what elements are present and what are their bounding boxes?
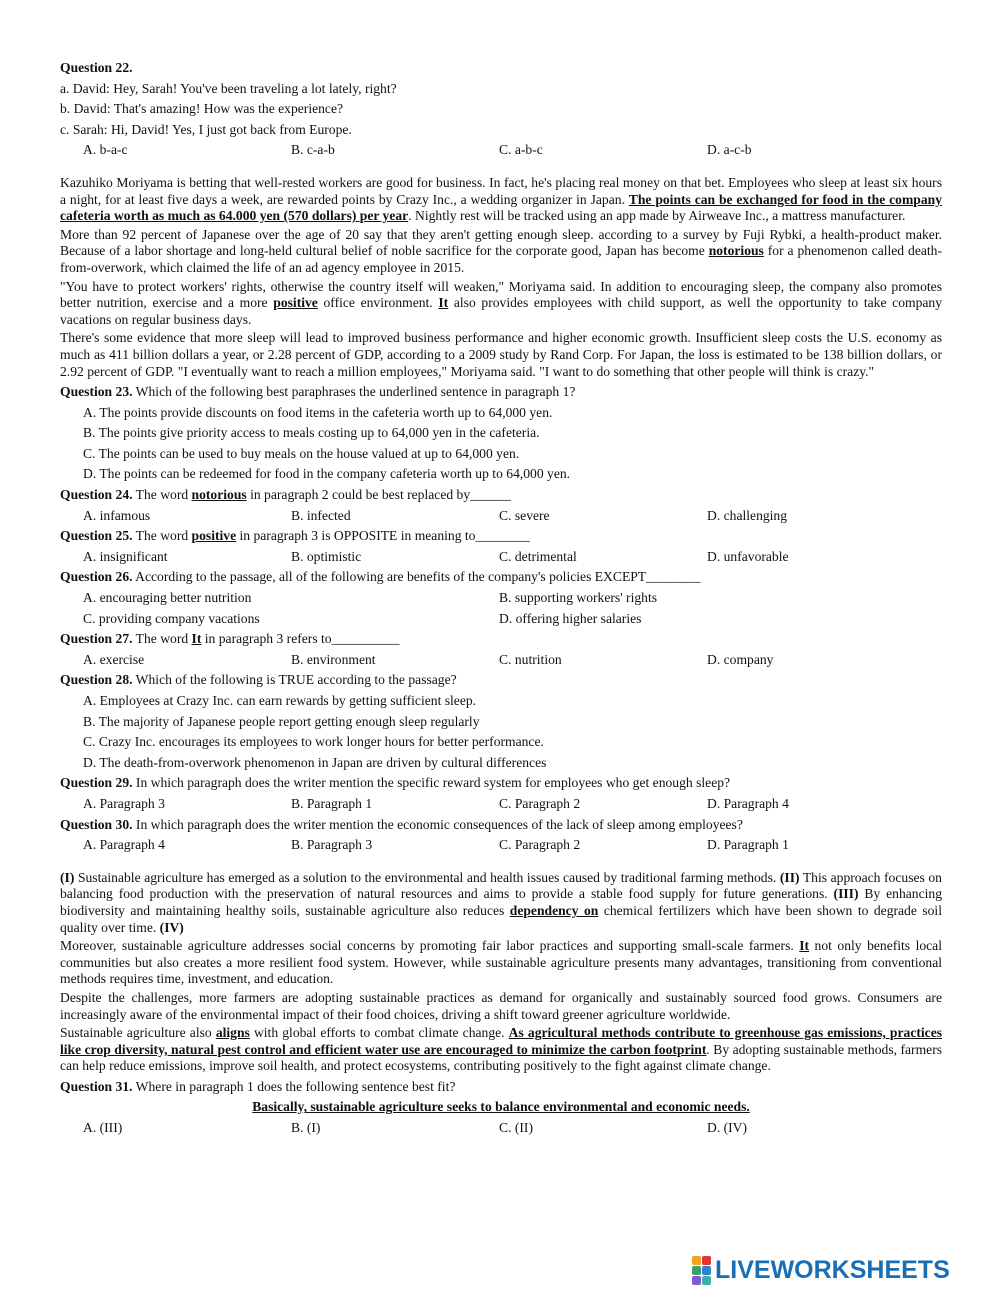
underlined-word-notorious: notorious — [708, 243, 764, 259]
q29-options — [60, 794, 942, 815]
text: also provides employees with child support, as well the opportunity to take company vacations on regular business days. — [60, 295, 943, 327]
passage2-paragraph-1 — [60, 870, 942, 936]
q26-options-row1 — [60, 588, 942, 609]
q31-option-b[interactable]: B. (I) — [291, 1120, 321, 1136]
text: The word — [132, 631, 192, 647]
q28-option-d[interactable]: D. The death-from-overwork phenomenon in Japan are driven by cultural differences — [83, 754, 547, 770]
q22-line-c: c. Sarah: Hi, David! Yes, I just got back from Europe. — [60, 121, 352, 137]
q30-text: In which paragraph does the writer mention the economic consequences of the lack of sleep among employees? — [132, 816, 743, 832]
text: not only benefits local communities but also creates a more resilient food system. However, while sustainable agriculture presents many advantages, transitioning from conventional methods requires time, investment, and education. — [60, 938, 942, 987]
passage1-paragraph-1 — [60, 175, 942, 225]
text: Moreover, sustainable agriculture addresses social concerns by promoting fair labor practices and supporting small-scale farmers. — [60, 938, 800, 954]
logo-tile — [692, 1266, 701, 1275]
text: . By adopting sustainable methods, farmers can help reduce emissions, improve soil health, and protect ecosystems, contributing positively to the fight against climate change. — [60, 1041, 943, 1074]
q26-stem — [60, 567, 942, 588]
q30-number: Question 30. — [60, 816, 133, 832]
underlined-word-it: It — [438, 295, 449, 311]
q23-option-a[interactable]: A. The points provide discounts on food items in the cafeteria worth up to 64,000 yen. — [83, 404, 553, 420]
text: chemical fertilizers which have been shown to degrade soil quality over time. — [60, 902, 942, 935]
logo-tile — [692, 1276, 701, 1285]
marker-i: (I) — [60, 869, 75, 885]
q25-number: Question 25. — [60, 528, 133, 544]
q24-word: notorious — [191, 487, 247, 503]
q27-option-d[interactable]: D. company — [707, 651, 774, 667]
q23-option-d[interactable]: D. The points can be redeemed for food in the company cafeteria worth up to 64,000 yen. — [83, 466, 571, 482]
passage1-paragraph-4: There's some evidence that more sleep will lead to improved business performance and higher economic growth. Insufficient sleep costs the U.S. economy as much as 411 billion dollars a year, or 2.28 percent of GDP, according to a 2009 study by Rand Corp. For Japan, the loss is estimated to be 138 billion dollars, or 2.92 percent of GDP. "I eventually want to reach a million employees," Moriyama said. "I want to do something that other people will think is crazy." — [60, 330, 942, 379]
text: By enhancing biodiversity and maintaining healthy soils, sustainable agriculture also reduces — [60, 886, 942, 918]
q30-option-a[interactable]: A. Paragraph 4 — [83, 837, 165, 853]
passage2-paragraph-2 — [60, 938, 942, 988]
logo-text: LIVEWORKSHEETS — [715, 1256, 950, 1284]
q26-option-b[interactable]: B. supporting workers' rights — [499, 590, 658, 606]
q24-stem — [60, 485, 942, 506]
q22-option-c[interactable]: C. a-b-c — [499, 142, 543, 158]
q28-number: Question 28. — [60, 672, 133, 688]
q25-option-a[interactable]: A. insignificant — [83, 548, 168, 564]
q25-option-d[interactable]: D. unfavorable — [707, 548, 789, 564]
q26-number: Question 26. — [60, 569, 133, 585]
q31-option-c[interactable]: C. (II) — [499, 1120, 533, 1136]
q23-stem — [60, 382, 942, 403]
q27-option-c[interactable]: C. nutrition — [499, 651, 562, 667]
q29-option-c[interactable]: C. Paragraph 2 — [499, 795, 581, 811]
underlined-word-it: It — [799, 938, 810, 954]
text: Sustainable agriculture also — [60, 1025, 216, 1041]
underlined-word-positive: positive — [273, 295, 318, 311]
q30-option-d[interactable]: D. Paragraph 1 — [707, 837, 789, 853]
text: Kazuhiko Moriyama is betting that well-rested workers are good for business. In fact, he's placing real money on that bet. Employees who sleep at least six hours a night, for at least five days a week, are rewarded points by Crazy Inc., a wedding organizer in Japan. — [60, 174, 942, 207]
q24-options — [60, 506, 942, 527]
q27-option-a[interactable]: A. exercise — [83, 651, 145, 667]
q29-number: Question 29. — [60, 775, 133, 791]
worksheet-page — [60, 58, 942, 1139]
q23-text: Which of the following best paraphrases the underlined sentence in paragraph 1? — [132, 384, 576, 400]
q29-option-a[interactable]: A. Paragraph 3 — [83, 795, 165, 811]
q24-option-a[interactable]: A. infamous — [83, 507, 151, 523]
marker-ii: (II) — [779, 869, 800, 885]
q31-option-d[interactable]: D. (IV) — [707, 1120, 748, 1136]
text: . Nightly rest will be tracked using an app made by Airweave Inc., a mattress manufacturer. — [408, 208, 906, 224]
q22-option-a[interactable]: A. b-a-c — [83, 142, 128, 158]
q28-option-a[interactable]: A. Employees at Crazy Inc. can earn rewards by getting sufficient sleep. — [83, 693, 477, 708]
q31-option-a[interactable]: A. (III) — [83, 1120, 123, 1136]
q24-option-c[interactable]: C. severe — [499, 507, 550, 523]
passage1-paragraph-2 — [60, 227, 942, 277]
text: This approach focuses on balancing food production with the preservation of natural resources and aims to provide a stable food supply for future generations. — [60, 869, 942, 902]
q26-option-c[interactable]: C. providing company vacations — [83, 610, 260, 626]
q24-number: Question 24. — [60, 487, 133, 503]
text: The word — [132, 487, 192, 503]
underlined-sentence: The points can be exchanged for food in the company cafeteria worth as much as 64.000 yen (570 dollars) per year — [60, 191, 942, 224]
text: for a phenomenon called death-from-overwork, which claimed the life of an ad agency employee in 2015. — [60, 243, 942, 275]
q29-text: In which paragraph does the writer mention the specific reward system for employees who get enough sleep? — [132, 775, 731, 791]
underlined-word-aligns: aligns — [215, 1025, 250, 1041]
q27-number: Question 27. — [60, 631, 133, 647]
liveworksheets-logo[interactable] — [692, 1256, 950, 1285]
q28-option-b[interactable]: B. The majority of Japanese people report getting enough sleep regularly — [83, 713, 480, 729]
underlined-phrase-dependency-on: dependency on — [509, 902, 599, 918]
q30-option-c[interactable]: C. Paragraph 2 — [499, 837, 581, 853]
passage2-paragraph-4 — [60, 1025, 942, 1075]
q26-option-d[interactable]: D. offering higher salaries — [499, 610, 642, 626]
q30-stem — [60, 815, 942, 836]
q26-option-a[interactable]: A. encouraging better nutrition — [83, 590, 252, 606]
spacer — [60, 161, 942, 175]
q22-option-d[interactable]: D. a-c-b — [707, 142, 752, 158]
liveworksheets-logo-icon — [692, 1256, 711, 1285]
text: in paragraph 3 refers to__________ — [201, 631, 400, 647]
underlined-sentence: As agricultural methods contribute to greenhouse gas emissions, practices like crop diversity, natural pest control and efficient water use are encouraged to minimize the carbon footprint — [60, 1025, 943, 1057]
q30-options — [60, 835, 942, 856]
text: Sustainable agriculture has emerged as a solution to the environmental and health issues caused by traditional farming methods. — [74, 869, 780, 885]
q25-options — [60, 547, 942, 568]
text: More than 92 percent of Japanese over the age of 20 say that they aren't getting enough sleep. according to a survey by Fuji Rybki, a health-product maker. Because of a labor shortage and long-held cultural belief of noble sacrifice for the corporate good, Japan has become — [60, 226, 942, 259]
q25-option-b[interactable]: B. optimistic — [291, 548, 362, 564]
q27-options — [60, 650, 942, 671]
q22-line-a: a. David: Hey, Sarah! You've been traveling a lot lately, right? — [60, 80, 397, 96]
q24-option-d[interactable]: D. challenging — [707, 507, 788, 523]
q22-options — [60, 140, 942, 161]
q23-option-b[interactable]: B. The points give priority access to meals costing up to 64,000 yen in the cafeteria. — [83, 425, 540, 441]
q31-stem — [60, 1077, 942, 1098]
text: with global efforts to combat climate change. — [249, 1025, 509, 1041]
logo-tile — [692, 1256, 701, 1265]
q26-text: According to the passage, all of the following are benefits of the company's policies EXCEPT________ — [132, 569, 701, 585]
passage1-paragraph-3 — [60, 279, 942, 329]
q27-option-b[interactable]: B. environment — [291, 651, 376, 667]
spacer — [60, 856, 942, 870]
text: in paragraph 2 could be best replaced by______ — [246, 487, 511, 503]
text: "You have to protect workers' rights, otherwise the country itself will weaken," Moriyama said. In addition to encouraging sleep, the company also promotes better nutrition, exercise and a more — [60, 278, 942, 311]
q31-text: Where in paragraph 1 does the following sentence best fit? — [132, 1078, 456, 1094]
q31-sentence: Basically, sustainable agriculture seeks to balance environmental and economic needs. — [252, 1099, 750, 1115]
q28-option-c[interactable]: C. Crazy Inc. encourages its employees to work longer hours for better performance. — [83, 734, 544, 750]
q25-word: positive — [191, 528, 237, 544]
q30-option-b[interactable]: B. Paragraph 3 — [291, 837, 373, 853]
q23-number: Question 23. — [60, 384, 133, 400]
text: The word — [132, 528, 192, 544]
q29-option-d[interactable]: D. Paragraph 4 — [707, 795, 789, 811]
q22-option-b[interactable]: B. c-a-b — [291, 142, 335, 158]
text: in paragraph 3 is OPPOSITE in meaning to________ — [236, 528, 530, 544]
q27-stem — [60, 629, 942, 650]
q24-option-b[interactable]: B. infected — [291, 507, 351, 523]
q29-stem — [60, 773, 942, 794]
logo-tile — [702, 1266, 711, 1275]
q22-line-b: b. David: That's amazing! How was the experience? — [60, 101, 344, 117]
q25-option-c[interactable]: C. detrimental — [499, 548, 577, 564]
q26-options-row2 — [60, 609, 942, 630]
q23-option-c[interactable]: C. The points can be used to buy meals on the house valued at up to 64,000 yen. — [83, 445, 520, 461]
q27-word: It — [191, 631, 202, 647]
q29-option-b[interactable]: B. Paragraph 1 — [291, 795, 373, 811]
text: office environment. — [317, 295, 439, 311]
q28-text: Which of the following is TRUE according to the passage? — [132, 672, 457, 688]
marker-iv: (IV) — [159, 919, 184, 935]
passage2-paragraph-3: Despite the challenges, more farmers are adopting sustainable practices as demand for organically and sustainably sourced food grows. Consumers are increasingly aware of the environmental impact of their food choices, driving a shift toward greener agriculture worldwide. — [60, 989, 942, 1022]
q31-options — [60, 1118, 942, 1139]
q31-number: Question 31. — [60, 1078, 133, 1094]
logo-tile — [702, 1256, 711, 1265]
logo-tile — [702, 1276, 711, 1285]
q28-stem — [60, 670, 942, 691]
q25-stem — [60, 526, 942, 547]
marker-iii: (III) — [833, 886, 859, 902]
q22-title: Question 22. — [60, 60, 133, 75]
